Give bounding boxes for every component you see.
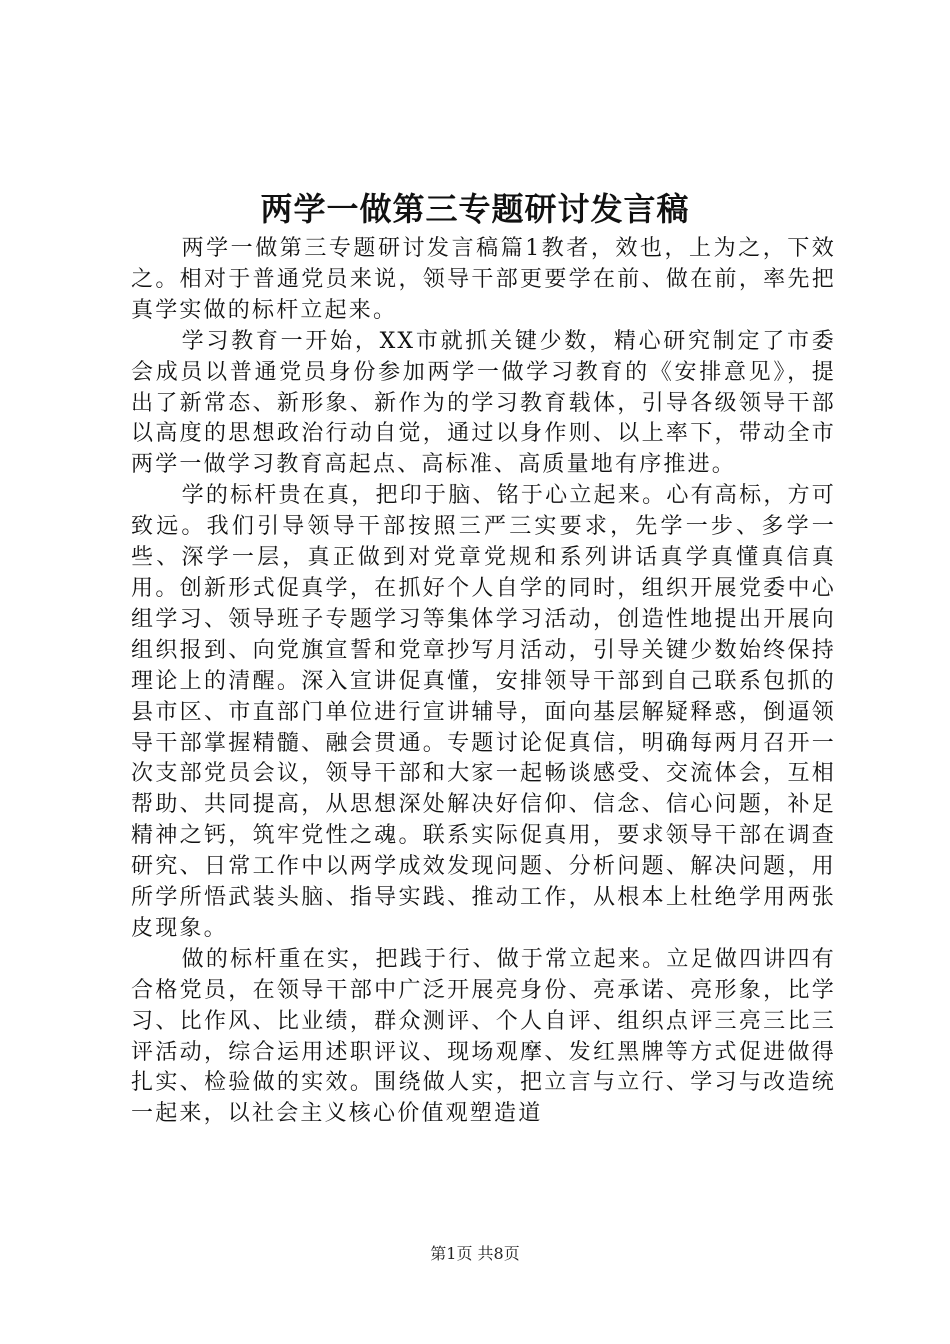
- page-number: 第1页 共8页: [430, 1244, 520, 1263]
- paragraph: 学的标杆贵在真，把印于脑、铭于心立起来。心有高标，方可致远。我们引导领导干部按照三严三实要求，先学一步、多学一些、深学一层，真正做到对党章党规和系列讲话真学真懂真信真用。创新形式促真学，在抓好个人自学的同时，组织开展党委中心组学习、领导班子专题学习等集体学习活动，创造性地提出开展向组织报到、向党旗宣誓和党章抄写月活动，引导关键少数始终保持理论上的清醒。深入宣讲促真懂，安排领导干部到自己联系包抓的县市区、市直部门单位进行宣讲辅导，面向基层解疑释惑，倒逼领导干部掌握精髓、融会贯通。专题讨论促真信，明确每两月召开一次支部党员会议，领导干部和大家一起畅谈感受、交流体会，互相帮助、共同提高，从思想深处解决好信仰、信念、信心问题，补足精神之钙，筑牢党性之魂。联系实际促真用，要求领导干部在调查研究、日常工作中以两学成效发现问题、分析问题、解决问题，用所学所悟武装头脑、指导实践、推动工作，从根本上杜绝学用两张皮现象。: [131, 483, 836, 941]
- page-footer: [0, 1242, 950, 1266]
- document-body: [131, 234, 836, 1130]
- paragraph: 做的标杆重在实，把践于行、做于常立起来。立足做四讲四有合格党员，在领导干部中广泛开展亮身份、亮承诺、亮形象，比学习、比作风、比业绩，群众测评、个人自评、组织点评三亮三比三评活动，综合运用述职评议、现场观摩、发红黑牌等方式促进做得扎实、检验做的实效。围绕做人实，把立言与立行、学习与改造统一起来，以社会主义核心价值观塑造道: [131, 946, 836, 1127]
- paragraph: 学习教育一开始，XX市就抓关键少数，精心研究制定了市委会成员以普通党员身份参加两学一做学习教育的《安排意见》，提出了新常态、新形象、新作为的学习教育载体，引导各级领导干部以高度的思想政治行动自觉，通过以身作则、以上率下，带动全市两学一做学习教育高起点、高标准、高质量地有序推进。: [131, 328, 836, 478]
- paragraph: 两学一做第三专题研讨发言稿篇1教者，效也，上为之，下效之。相对于普通党员来说，领导干部更要学在前、做在前，率先把真学实做的标杆立起来。: [131, 236, 836, 323]
- document-title: 两学一做第三专题研讨发言稿: [260, 190, 690, 228]
